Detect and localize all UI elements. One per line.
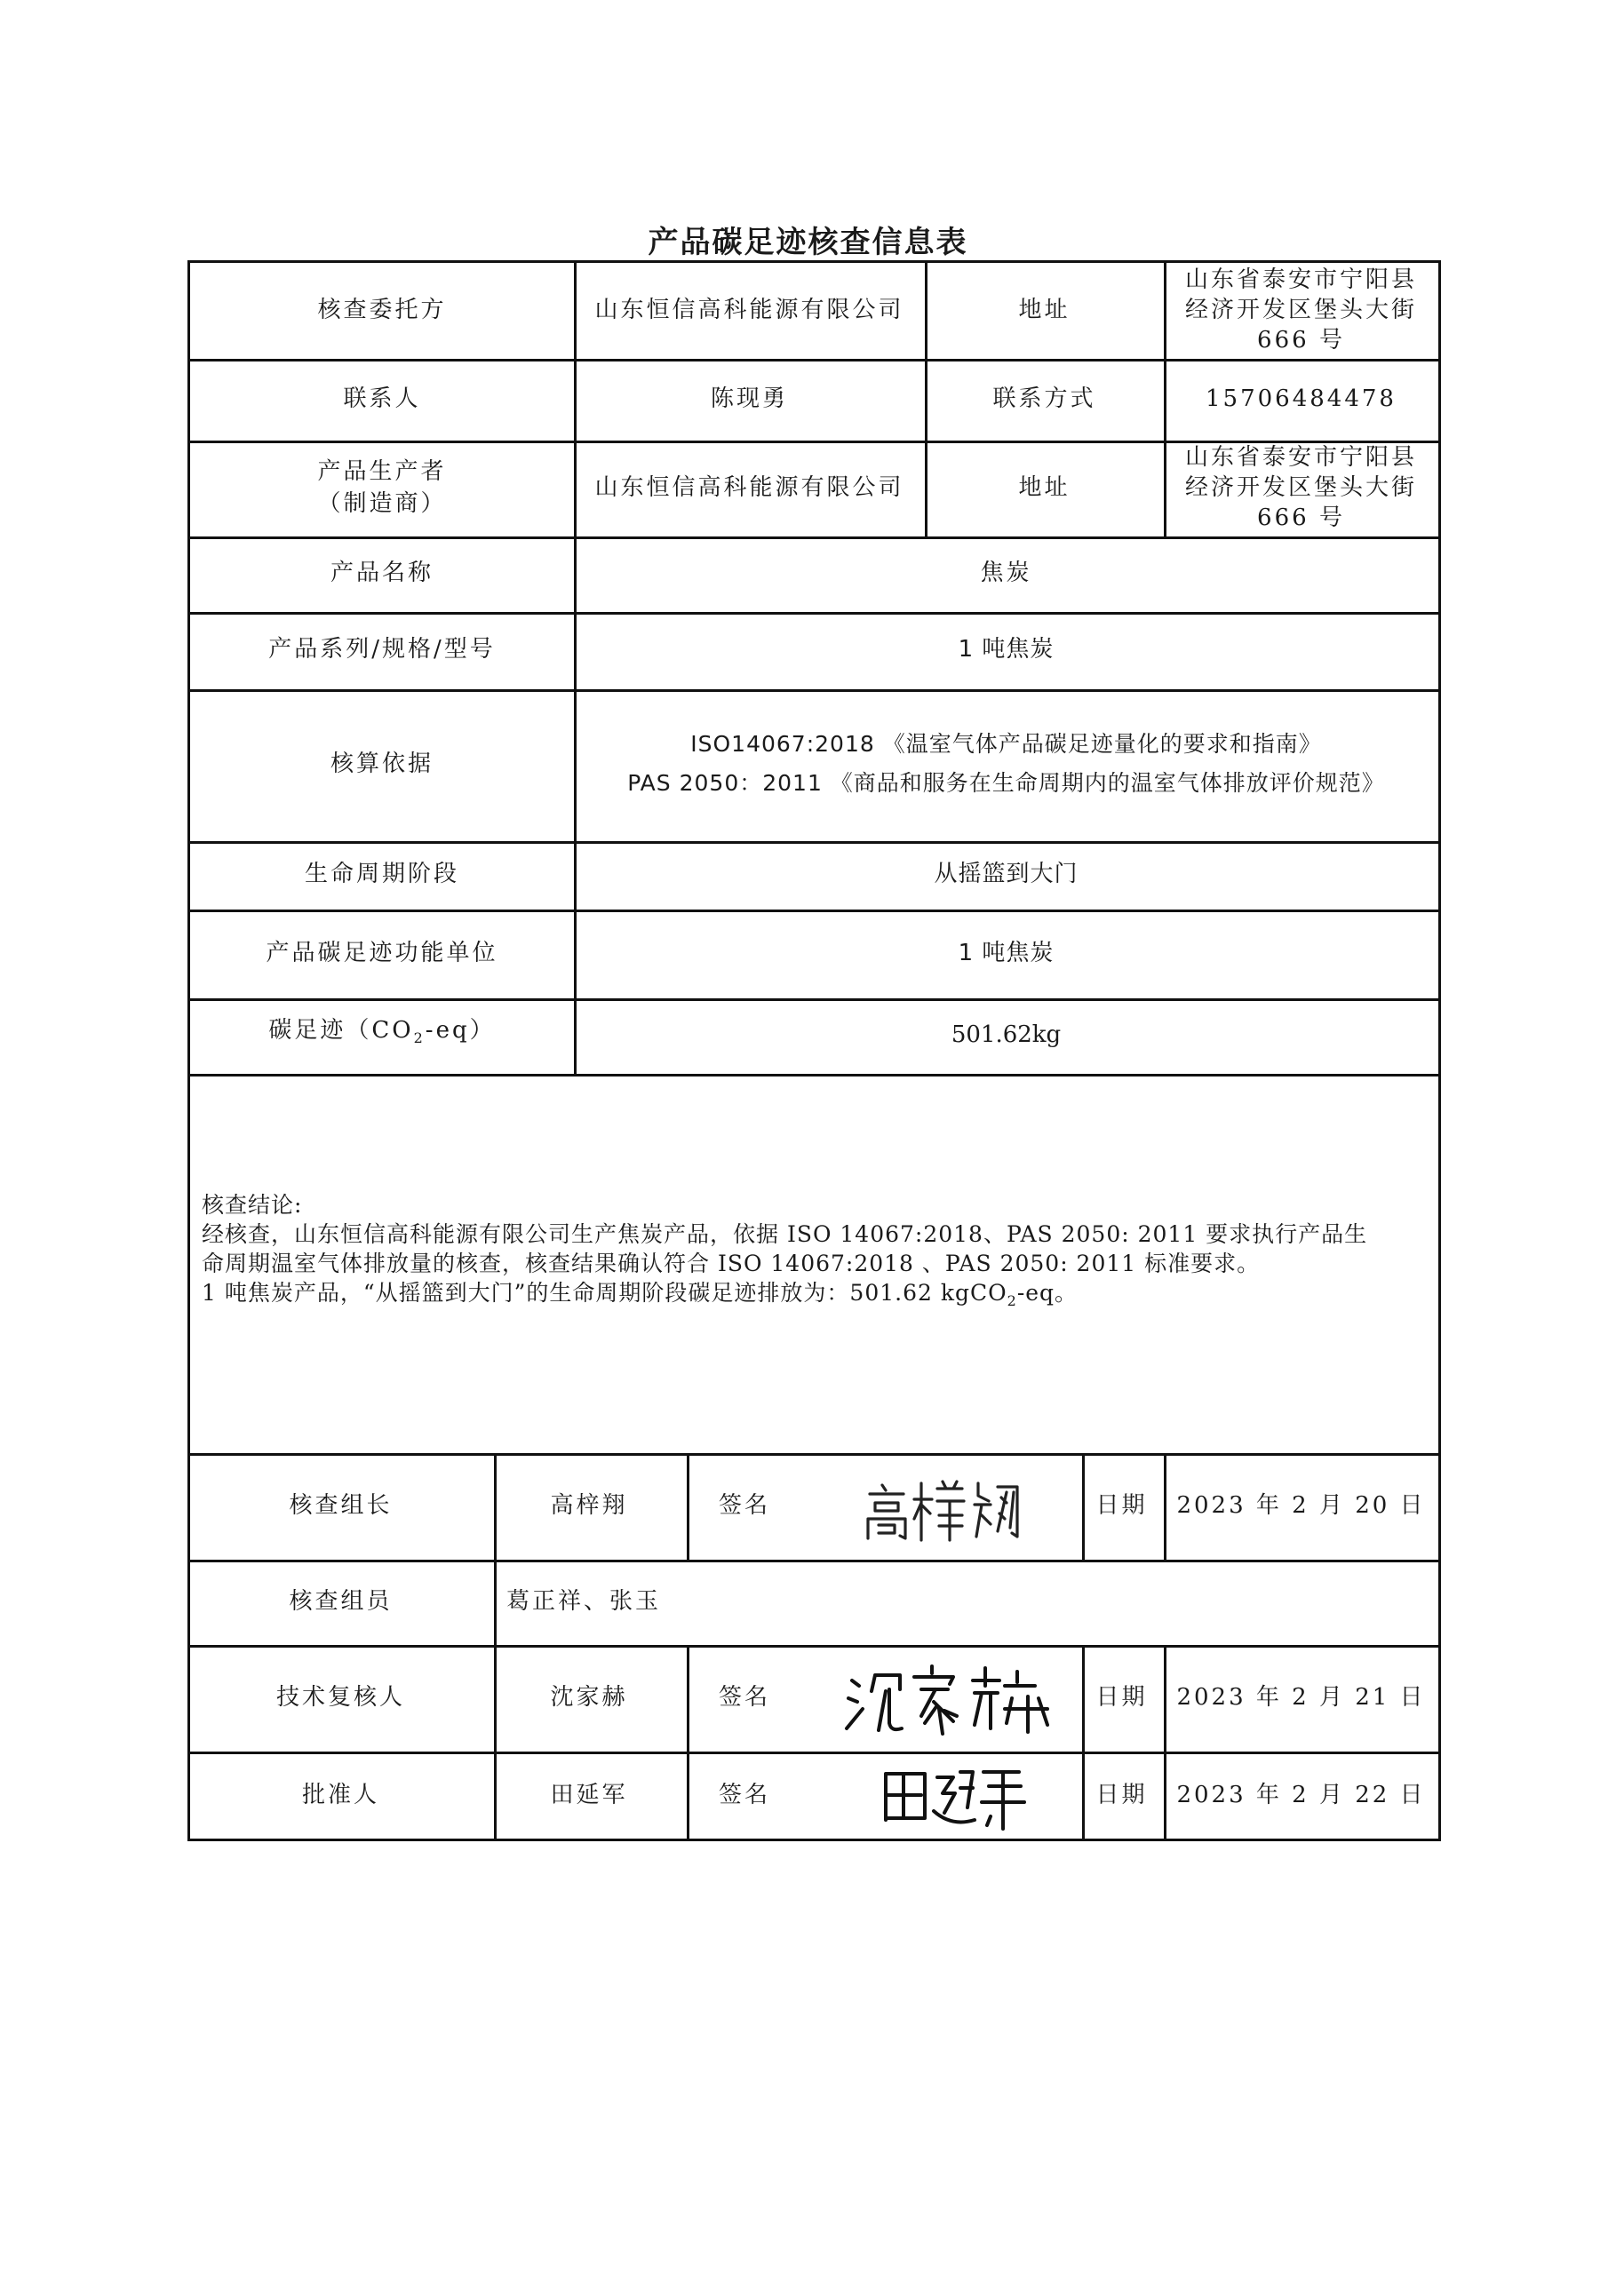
product-name-label: 产品名称 [330,560,434,586]
client-value: 山东恒信高科能源有限公司 [594,296,904,323]
lifecycle-value: 从摇篮到大门 [934,861,1079,887]
reviewer-signature [840,1654,1071,1743]
leader-date: 2023 年 2 月 20 日 [1176,1491,1426,1519]
approver-signature [875,1754,1035,1836]
basis-label: 核算依据 [330,751,434,777]
functional-unit-value: 1 吨焦炭 [958,939,1055,966]
reviewer-name: 沈家赫 [550,1683,628,1711]
contact-phone: 15706484478 [1206,385,1397,412]
leader-date-label: 日期 [1095,1491,1148,1519]
leader-name: 高梓翔 [550,1491,628,1519]
reviewer-role: 技术复核人 [275,1683,405,1711]
reviewer-sign-label: 签名 [719,1683,771,1711]
product-spec-label: 产品系列/规格/型号 [268,636,496,663]
reviewer-date-label: 日期 [1095,1683,1148,1711]
conclusion [202,1190,1432,1315]
producer-address: 山东省泰安市宁阳县 经济开发区堡头大街 666 号 [1184,443,1417,531]
page-title: 产品碳足迹核查信息表 [648,225,968,260]
leader-role: 核查组长 [289,1491,393,1519]
members-names: 葛正祥、张玉 [506,1587,662,1615]
conclusion-line: 命周期温室气体排放量的核查，核查结果确认符合 ISO 14067:2018 、PAS 2050: 2011 标准要求。 [202,1251,1261,1276]
contact-label: 联系人 [343,385,421,412]
client-address: 山东省泰安市宁阳县 经济开发区堡头大街 666 号 [1184,266,1417,354]
functional-unit-label: 产品碳足迹功能单位 [266,939,498,966]
members-role: 核查组员 [289,1587,393,1615]
leader-sign-label: 签名 [719,1491,771,1519]
client-label: 核查委托方 [317,296,447,323]
conclusion-line: 1 吨焦炭产品，“从摇篮到大门”的生命周期阶段碳足迹排放为：501.62 kgCO$_2$-eq。 [202,1280,1079,1309]
footprint-label: 碳足迹$(CO_2-eq)$ [268,1017,496,1047]
client-address-label: 地址 [1018,296,1071,323]
leader-signature [857,1466,1035,1545]
product-name-value: 焦炭 [980,560,1032,586]
approver-date: 2023 年 2 月 22 日 [1176,1782,1426,1808]
product-spec-value: 1 吨焦炭 [958,636,1055,663]
producer-value: 山东恒信高科能源有限公司 [594,473,904,501]
approver-role: 批准人 [301,1782,379,1808]
producer-label: 产品生产者 （制造商） [317,457,447,517]
approver-name: 田延军 [550,1782,628,1808]
lifecycle-label: 生命周期阶段 [304,861,459,887]
reviewer-date: 2023 年 2 月 21 日 [1176,1683,1426,1711]
conclusion-line: 经核查，山东恒信高科能源有限公司生产焦炭产品，依据 ISO 14067:2018、PAS 2050: 2011 要求执行产品生 [202,1221,1368,1247]
conclusion-heading: 核查结论: [202,1192,303,1218]
producer-address-label: 地址 [1018,473,1071,501]
contact-method-label: 联系方式 [992,385,1096,412]
approver-sign-label: 签名 [719,1782,771,1808]
basis-value: ISO14067:2018 《温室气体产品碳足迹量化的要求和指南》 PAS 2050：2011 《商品和服务在生命周期内的温室气体排放评价规范》 [627,731,1385,796]
contact-value: 陈现勇 [710,385,788,412]
footprint-value: 501.62kg [951,1021,1062,1048]
approver-date-label: 日期 [1095,1782,1148,1808]
